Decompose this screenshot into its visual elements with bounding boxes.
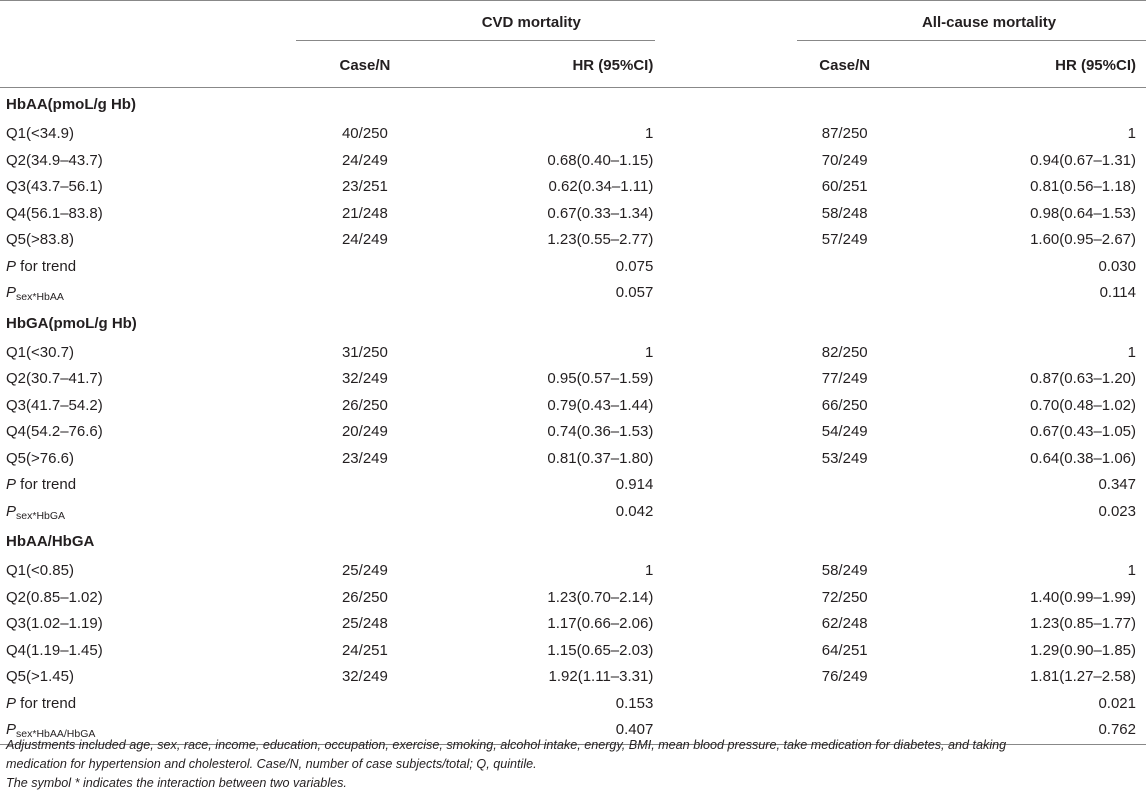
col-header-all-case: Case/N — [819, 57, 871, 74]
cvd-hr: 1.23(0.70–2.14) — [547, 588, 654, 606]
cvd-interaction-p: 0.042 — [615, 502, 654, 520]
table-row — [0, 174, 1146, 201]
all-hr: 0.81(0.56–1.18) — [1030, 178, 1136, 195]
interaction-label: $P_{sex*HbGA}$ — [6, 502, 66, 522]
cvd-case-n: 23/249 — [341, 449, 388, 467]
all-case-n: 57/249 — [821, 231, 868, 248]
all-trend-p: 0.030 — [1098, 257, 1136, 275]
interaction-row — [0, 499, 1146, 526]
cvd-hr: 0.81(0.37–1.80) — [547, 449, 654, 467]
cvd-case-n: 23/251 — [341, 178, 388, 195]
all-case-n: 72/250 — [821, 588, 868, 606]
row-label: Q2(34.9–43.7) — [6, 151, 103, 169]
all-case-n: 64/251 — [821, 641, 868, 659]
row-label: Q5(>76.6) — [6, 449, 74, 467]
cvd-case-n — [298, 472, 431, 499]
cvd-trend-p: 0.153 — [615, 694, 654, 712]
cvd-interaction-p: 0.057 — [615, 284, 654, 301]
cvd-trend-p: 0.914 — [615, 476, 654, 493]
all-interaction-p: 0.762 — [1098, 721, 1136, 738]
row-label: Q5(>1.45) — [6, 668, 74, 685]
group-header-all-cause: All-cause mortality — [921, 14, 1057, 31]
trend-row — [0, 691, 1146, 718]
section-header-row — [0, 88, 1146, 122]
table-row — [0, 419, 1146, 446]
table-row — [0, 393, 1146, 420]
cvd-case-n: 25/249 — [341, 562, 388, 579]
all-hr: 1 — [1127, 343, 1136, 361]
all-trend-p: 0.021 — [1098, 694, 1136, 712]
trend-label: P for trend — [6, 257, 77, 275]
cvd-case-n: 26/250 — [341, 588, 388, 606]
all-hr: 1.81(1.27–2.58) — [1030, 668, 1136, 685]
all-cause-group-rule — [797, 40, 1146, 41]
table-row — [0, 611, 1146, 638]
all-hr: 1.40(0.99–1.99) — [1030, 588, 1136, 606]
cvd-hr: 0.95(0.57–1.59) — [547, 370, 654, 387]
all-case-n: 76/249 — [821, 668, 868, 685]
all-hr: 1.60(0.95–2.67) — [1030, 231, 1136, 248]
all-case-n: 66/250 — [821, 396, 868, 414]
cvd-hr: 0.62(0.34–1.11) — [548, 178, 654, 195]
table-row — [0, 340, 1146, 367]
cvd-case-n: 24/249 — [341, 231, 388, 248]
all-case-n: 70/249 — [821, 151, 868, 169]
table-row — [0, 148, 1146, 175]
all-case-n: 87/250 — [821, 125, 868, 142]
row-label: Q2(0.85–1.02) — [6, 588, 103, 606]
interaction-label: $P_{sex*HbAA}$ — [6, 284, 64, 303]
cvd-interaction-p: 0.407 — [615, 721, 654, 738]
cvd-hr: 1.17(0.66–2.06) — [547, 615, 654, 632]
all-hr: 0.94(0.67–1.31) — [1030, 151, 1136, 169]
cvd-hr: 0.68(0.40–1.15) — [547, 151, 654, 169]
all-hr: 0.87(0.63–1.20) — [1030, 370, 1136, 387]
footnote-line-2: medication for hypertension and cholesterol. Case/N, number of case subjects/total; Q, quintile. — [6, 757, 537, 771]
cvd-hr: 1 — [644, 562, 654, 579]
cvd-hr: 0.79(0.43–1.44) — [547, 396, 654, 414]
table-row — [0, 366, 1146, 393]
all-case-n — [802, 499, 887, 526]
all-hr: 1.23(0.85–1.77) — [1030, 615, 1136, 632]
trend-label: P for trend — [6, 476, 77, 493]
cvd-hr: 1 — [644, 343, 654, 361]
group-header-cvd: CVD mortality — [481, 14, 581, 31]
all-case-n: 58/249 — [821, 562, 868, 579]
cvd-case-n — [298, 691, 431, 718]
cvd-case-n — [298, 499, 431, 526]
cvd-hr: 0.74(0.36–1.53) — [547, 423, 654, 440]
all-case-n — [802, 254, 887, 281]
section-title: HbAA(pmoL/g Hb) — [6, 96, 136, 113]
cvd-case-n: 21/248 — [341, 204, 388, 222]
cvd-case-n: 20/249 — [341, 423, 388, 440]
row-label: Q4(54.2–76.6) — [6, 423, 103, 440]
table-footnote — [6, 736, 1136, 793]
table-row — [0, 664, 1146, 691]
cvd-case-n: 32/249 — [341, 668, 388, 685]
cvd-hr: 0.67(0.33–1.34) — [547, 204, 654, 222]
row-label: Q4(1.19–1.45) — [6, 641, 103, 659]
cvd-case-n: 24/249 — [341, 151, 388, 169]
row-label: Q1(<34.9) — [6, 125, 74, 142]
all-case-n: 58/248 — [821, 204, 868, 222]
all-case-n: 60/251 — [821, 178, 868, 195]
col-header-cvd-case: Case/N — [339, 57, 391, 74]
all-case-n: 53/249 — [821, 449, 868, 467]
footnote-line-1: Adjustments included age, sex, race, income, education, occupation, exercise, smoking, alcohol intake, energy, BMI, mean blood pressure, take medication for diabetes, and taking — [6, 738, 1007, 752]
cvd-case-n: 32/249 — [341, 370, 388, 387]
interaction-row — [0, 280, 1146, 307]
cvd-hr: 1.15(0.65–2.03) — [547, 641, 654, 659]
trend-row — [0, 254, 1146, 281]
cvd-hr: 1.23(0.55–2.77) — [547, 231, 654, 248]
table-row — [0, 446, 1146, 473]
footnote-line-3: The symbol * indicates the interaction between two variables. — [6, 776, 347, 790]
row-label: Q3(41.7–54.2) — [6, 396, 103, 414]
all-case-n: 82/250 — [821, 343, 868, 361]
section-header-row — [0, 525, 1146, 558]
section-title: HbAA/HbGA — [6, 533, 95, 550]
cvd-hr: 1 — [644, 125, 654, 142]
section-title: HbGA(pmoL/g Hb) — [6, 314, 137, 332]
col-header-cvd-hr: HR (95%CI) — [572, 57, 654, 74]
row-label: Q3(1.02–1.19) — [6, 615, 103, 632]
interaction-label: $P_{sex*HbAA/HbGA}$ — [6, 721, 96, 740]
all-hr: 1 — [1127, 562, 1136, 579]
row-label: Q1(<0.85) — [6, 562, 74, 579]
all-case-n — [802, 691, 887, 718]
cvd-hr: 1.92(1.11–3.31) — [548, 668, 654, 685]
cvd-case-n: 40/250 — [341, 125, 388, 142]
all-hr: 1 — [1127, 125, 1136, 142]
table-row — [0, 201, 1146, 228]
all-case-n — [802, 472, 887, 499]
cvd-trend-p: 0.075 — [615, 257, 654, 275]
all-case-n: 62/248 — [821, 615, 868, 632]
all-hr: 0.98(0.64–1.53) — [1030, 204, 1136, 222]
trend-label: P for trend — [6, 694, 77, 712]
row-label: Q3(43.7–56.1) — [6, 178, 103, 195]
table-row — [0, 585, 1146, 612]
trend-row — [0, 472, 1146, 499]
row-label: Q1(<30.7) — [6, 343, 74, 361]
group-header-row — [0, 1, 1146, 45]
cvd-group-rule — [296, 40, 655, 41]
all-case-n — [802, 280, 887, 307]
section-header-row — [0, 307, 1146, 340]
col-header-all-hr: HR (95%CI) — [1055, 57, 1136, 74]
cvd-case-n — [298, 254, 431, 281]
table-row — [0, 227, 1146, 254]
all-hr: 0.64(0.38–1.06) — [1030, 449, 1136, 467]
table-row — [0, 638, 1146, 665]
column-header-row — [0, 45, 1146, 88]
all-hr: 0.70(0.48–1.02) — [1030, 396, 1136, 414]
cvd-case-n: 26/250 — [341, 396, 388, 414]
all-case-n: 54/249 — [821, 423, 868, 440]
cvd-case-n: 24/251 — [341, 641, 388, 659]
row-label: Q4(56.1–83.8) — [6, 204, 103, 222]
row-label: Q5(>83.8) — [6, 231, 74, 248]
cvd-case-n: 25/248 — [341, 615, 388, 632]
table-row — [0, 558, 1146, 585]
row-label: Q2(30.7–41.7) — [6, 370, 103, 387]
all-hr: 1.29(0.90–1.85) — [1030, 641, 1136, 659]
cvd-case-n: 31/250 — [341, 343, 388, 361]
all-case-n: 77/249 — [821, 370, 868, 387]
table-row — [0, 121, 1146, 148]
all-interaction-p: 0.114 — [1099, 284, 1136, 301]
all-hr: 0.67(0.43–1.05) — [1030, 423, 1136, 440]
all-trend-p: 0.347 — [1098, 476, 1136, 493]
cvd-case-n — [298, 280, 431, 307]
all-interaction-p: 0.023 — [1098, 502, 1136, 520]
